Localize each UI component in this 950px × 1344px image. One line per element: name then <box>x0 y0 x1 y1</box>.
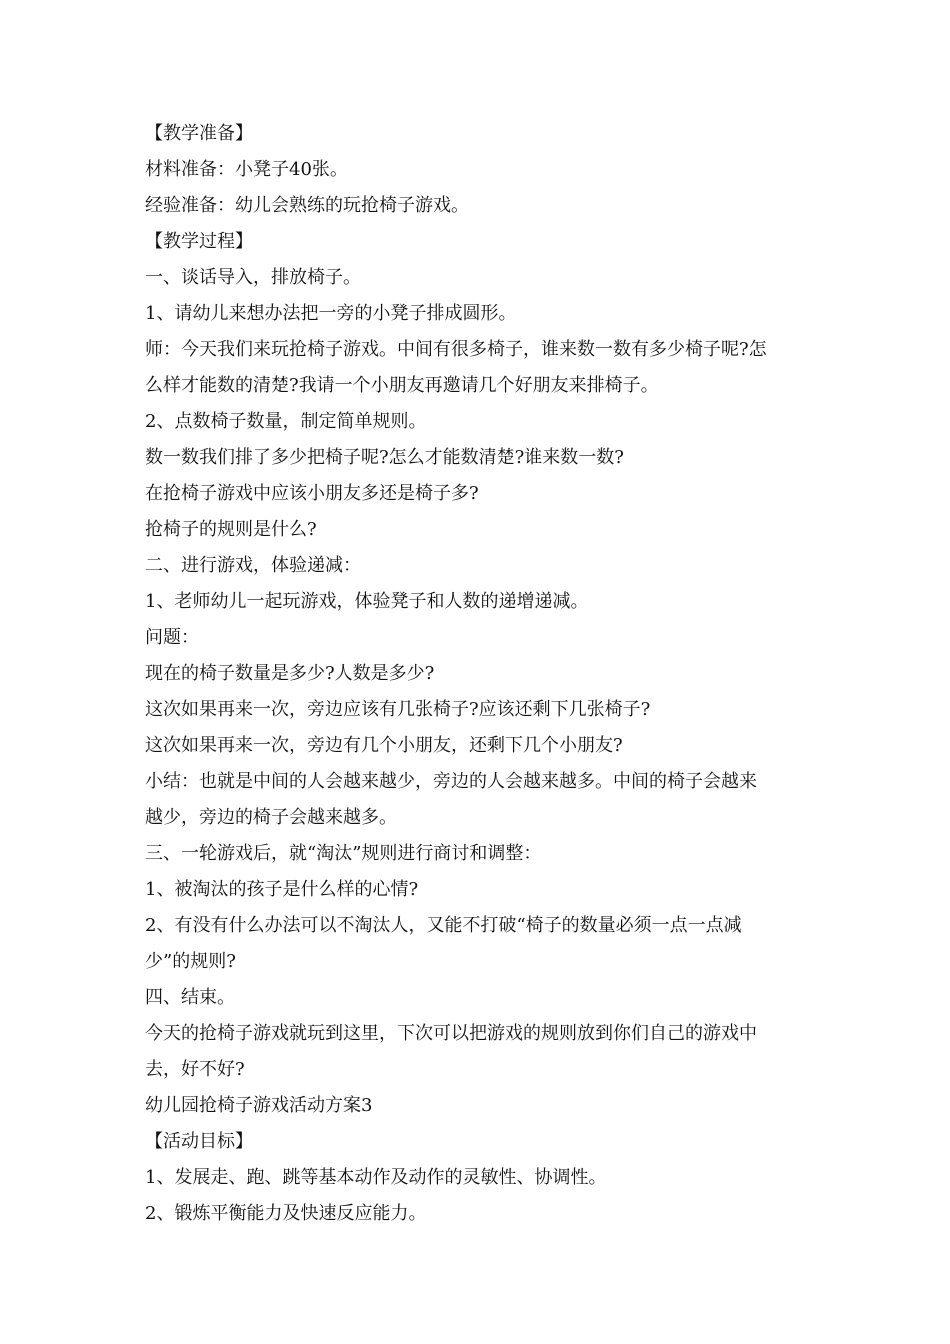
paragraph-line: 么样才能数的清楚?我请一个小朋友再邀请几个好朋友来排椅子。 <box>145 375 659 396</box>
paragraph-experience-preparation: 经验准备：幼儿会熟练的玩抢椅子游戏。 <box>145 195 469 216</box>
paragraph-line: 数一数我们排了多少把椅子呢?怎么才能数清楚?谁来数一数? <box>145 447 624 468</box>
list-item: 1、发展走、跑、跳等基本动作及动作的灵敏性、协调性。 <box>145 1167 607 1188</box>
paragraph-line: 这次如果再来一次，旁边应该有几张椅子?应该还剩下几张椅子? <box>145 699 651 720</box>
paragraph-line: 问题： <box>145 627 199 648</box>
step-heading-2: 二、进行游戏，体验递减： <box>145 555 361 576</box>
section-heading-teaching-preparation: 【教学准备】 <box>145 123 253 144</box>
paragraph-line: 越少，旁边的椅子会越来越多。 <box>145 807 397 828</box>
list-item: 1、老师幼儿一起玩游戏，体验凳子和人数的递增递减。 <box>145 591 589 612</box>
section-heading-activity-goals: 【活动目标】 <box>145 1131 253 1152</box>
paragraph-line: 在抢椅子游戏中应该小朋友多还是椅子多? <box>145 483 479 504</box>
document-section-title: 幼儿园抢椅子游戏活动方案3 <box>145 1095 373 1116</box>
paragraph-line: 去，好不好? <box>145 1059 245 1080</box>
paragraph-line: 小结：也就是中间的人会越来越少，旁边的人会越来越多。中间的椅子会越来 <box>145 771 757 792</box>
step-heading-4: 四、结束。 <box>145 987 235 1008</box>
paragraph-line: 师：今天我们来玩抢椅子游戏。中间有很多椅子，谁来数一数有多少椅子呢?怎 <box>145 339 767 360</box>
step-heading-3: 三、一轮游戏后，就“淘汰”规则进行商讨和调整： <box>145 843 542 864</box>
step-heading-1: 一、谈话导入，排放椅子。 <box>145 267 361 288</box>
paragraph-line: 抢椅子的规则是什么? <box>145 519 317 540</box>
list-item: 2、有没有什么办法可以不淘汰人，又能不打破“椅子的数量必须一点一点减 <box>145 915 742 936</box>
list-item: 1、请幼儿来想办法把一旁的小凳子排成圆形。 <box>145 303 517 324</box>
paragraph-line: 这次如果再来一次，旁边有几个小朋友，还剩下几个小朋友? <box>145 735 623 756</box>
paragraph-line: 现在的椅子数量是多少?人数是多少? <box>145 663 435 684</box>
section-heading-teaching-process: 【教学过程】 <box>145 231 253 252</box>
document-body <box>145 116 810 1232</box>
list-item: 2、锻炼平衡能力及快速反应能力。 <box>145 1203 427 1224</box>
paragraph-line: 少”的规则? <box>145 951 236 972</box>
paragraph-line: 今天的抢椅子游戏就玩到这里，下次可以把游戏的规则放到你们自己的游戏中 <box>145 1023 757 1044</box>
list-item: 1、被淘汰的孩子是什么样的心情? <box>145 879 419 900</box>
list-item: 2、点数椅子数量，制定简单规则。 <box>145 411 427 432</box>
paragraph-material-preparation: 材料准备：小凳子40张。 <box>145 159 348 180</box>
